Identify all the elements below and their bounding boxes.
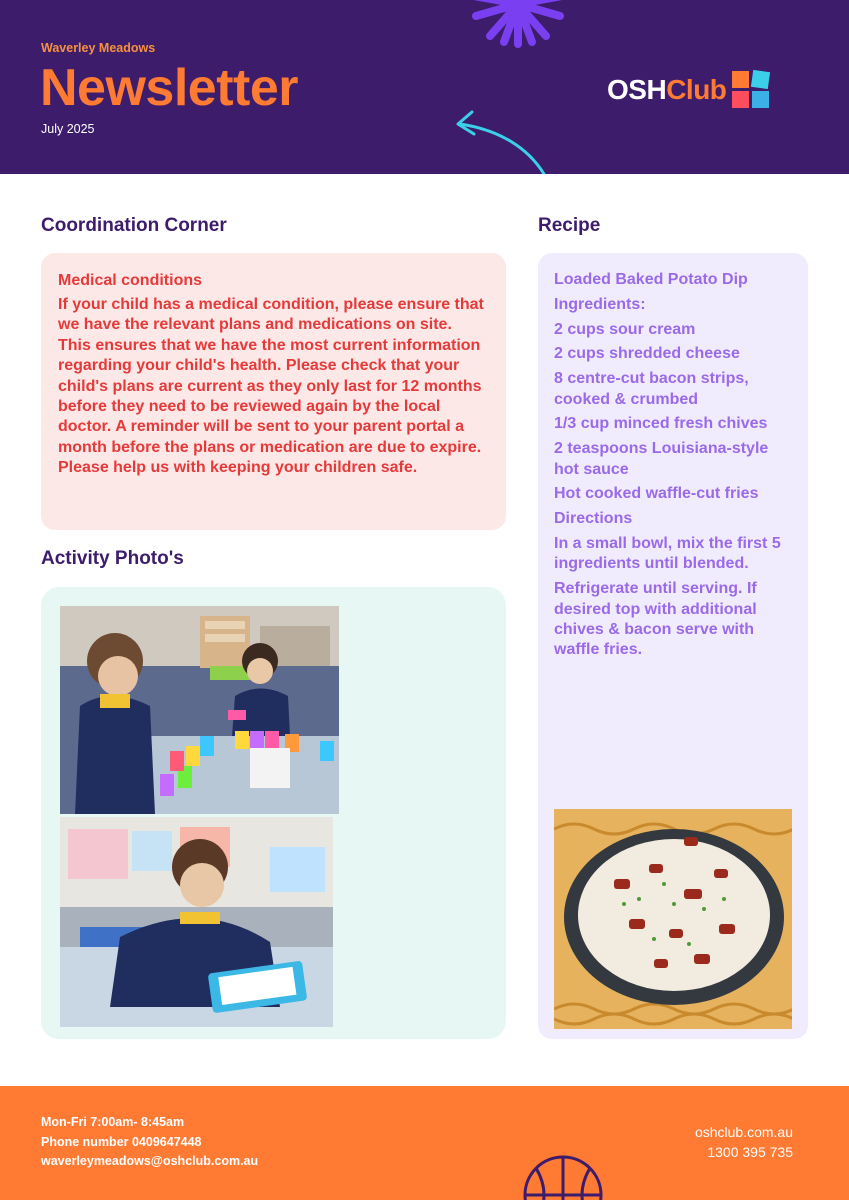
phone-number: Phone number 0409647448 — [41, 1134, 202, 1149]
logo-text-osh: OSH — [607, 74, 667, 105]
recipe-direction-step: In a small bowl, mix the first 5 ingredients until blended. — [554, 534, 781, 573]
recipe-ingredient: 2 cups sour cream — [554, 320, 696, 338]
newsletter-footer — [0, 1086, 849, 1200]
page-title: Newsletter — [40, 59, 298, 117]
coordination-body: If your child has a medical condition, please ensure that we have the relevant plans and medications on site. This ensures that we have the most current information regarding your child's health. Please check that your child's plans are current as they only last for 12 months before they need to be reviewed again by the local doctor. A reminder will be sent to your parent portal a month before the plans or medication are due to expire. Please help us with keeping your children safe. — [58, 296, 484, 477]
oshclub-logo — [607, 70, 772, 110]
sunburst-decoration — [468, 0, 568, 48]
recipe-ingredient: Hot cooked waffle-cut fries — [554, 485, 759, 503]
coordination-heading: Coordination Corner — [41, 215, 227, 236]
logo-tiles-icon — [732, 71, 772, 109]
recipe-directions-label: Directions — [554, 510, 633, 528]
contact-details — [41, 1113, 258, 1172]
recipe-heading: Recipe — [538, 215, 601, 236]
school-name: Waverley Meadows — [41, 41, 156, 55]
recipe-ingredient: 1/3 cup minced fresh chives — [554, 415, 768, 433]
activity-photo-1 — [60, 606, 339, 814]
recipe-ingredient: 2 cups shredded cheese — [554, 345, 740, 363]
recipe-title: Loaded Baked Potato Dip — [554, 271, 748, 288]
hotline-number: 1300 395 735 — [707, 1143, 793, 1160]
issue-date: July 2025 — [41, 122, 95, 136]
basketball-icon — [522, 1154, 604, 1200]
activity-heading: Activity Photo's — [41, 548, 184, 569]
activity-panel — [41, 587, 506, 1039]
curved-arrow-icon — [448, 104, 558, 174]
activity-photo-2 — [60, 817, 333, 1027]
coordination-subheading: Medical conditions — [58, 272, 203, 289]
recipe-ingredient: 2 teaspoons Louisiana-style hot sauce — [554, 440, 769, 478]
email-link[interactable]: waverleymeadows@oshclub.com.au — [41, 1154, 259, 1168]
website-link[interactable]: oshclub.com.au — [694, 1124, 793, 1140]
recipe-ingredients-label: Ingredients: — [554, 295, 646, 313]
recipe-panel — [538, 253, 808, 1039]
recipe-direction-step: Refrigerate until serving. If desired top with additional chives & bacon serve with waffle fries. — [554, 580, 757, 659]
logo-text-club: Club — [666, 74, 727, 105]
oshclub-contact — [695, 1123, 793, 1162]
recipe-ingredient: 8 centre-cut bacon strips, cooked & crumbed — [554, 370, 749, 408]
coordination-panel — [41, 253, 506, 530]
recipe-photo — [554, 809, 792, 1029]
opening-hours: Mon-Fri 7:00am- 8:45am — [41, 1115, 185, 1129]
newsletter-header — [0, 0, 849, 174]
